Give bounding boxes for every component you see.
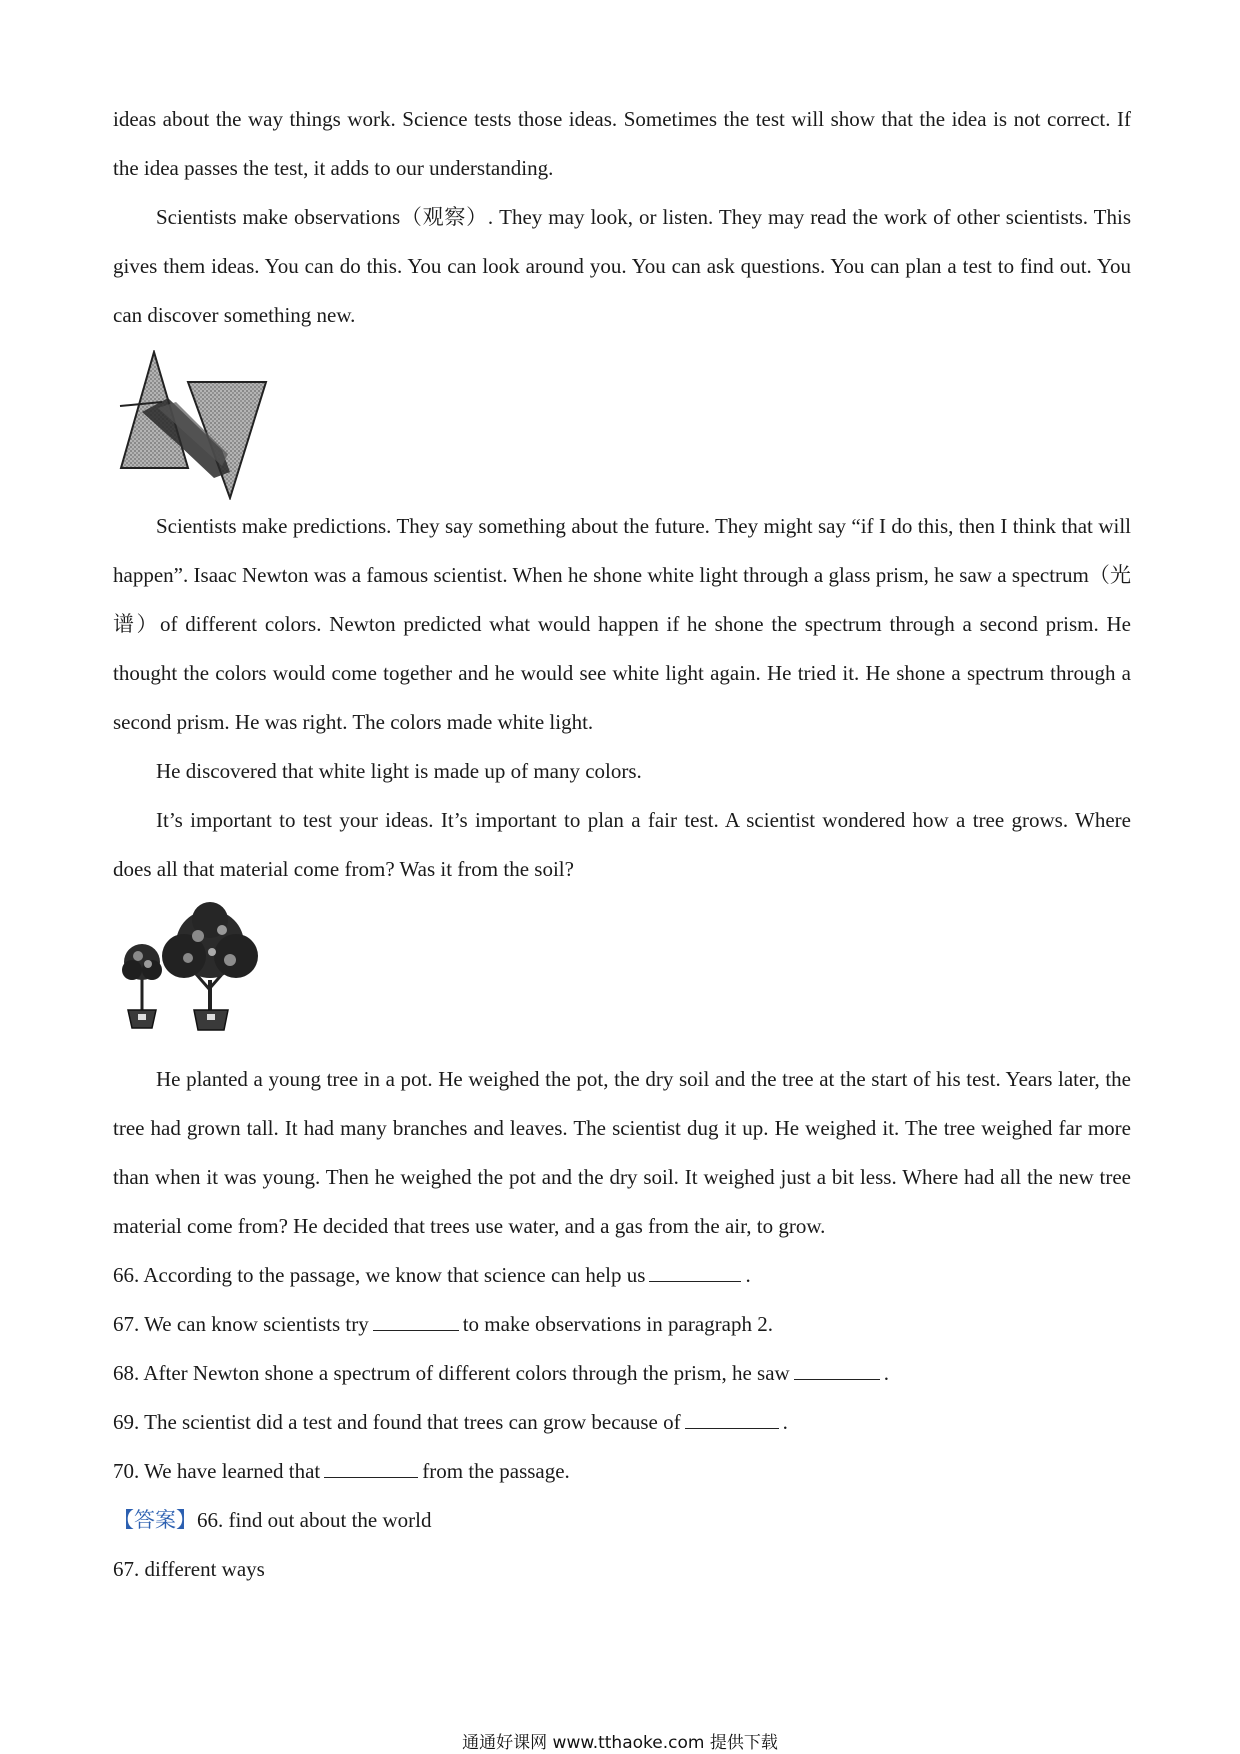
prism-illustration (118, 350, 270, 500)
trees-in-pots-illustration (118, 900, 268, 1034)
paragraph-2: Scientists make observations（观察）. They may look, or listen. They may read the work of other scientists. This gives them ideas. You can do this. You can look around you. You can ask questions. You can plan a test to find out. You can discover something new. (113, 205, 1131, 327)
question-66 (113, 1251, 1131, 1300)
question-text: . (745, 1263, 751, 1287)
paragraph-3: Scientists make predictions. They say something about the future. They might say “if I do this, then I think that will happen”. Isaac Newton was a famous scientist. When he shone white light through a glass prism, he saw a spectrum（光谱）of different colors. Newton predicted what would happen if he shone the spectrum through a second prism. He thought the colors would come together and he would see white light again. He tried it. He shone a spectrum through a second prism. He was right. The colors made white light. (113, 514, 1131, 734)
answer-66 (113, 1496, 1131, 1545)
paragraph-5: It’s important to test your ideas. It’s important to plan a fair test. A scientist wondered how a tree grows. Where does all that material come from? Was it from the soil? (113, 808, 1131, 881)
answer-text: 66. find out about the world (197, 1508, 432, 1532)
answer-67 (113, 1545, 1131, 1594)
passage-top (113, 95, 1131, 340)
answer-blank[interactable] (649, 1263, 741, 1282)
paragraph-1: ideas about the way things work. Science tests those ideas. Sometimes the test will show that the idea is not correct. If the idea passes the test, it adds to our understanding. (113, 107, 1131, 180)
question-69 (113, 1398, 1131, 1447)
question-text: . (883, 1361, 889, 1385)
question-text: . (782, 1410, 788, 1434)
question-text: 70. We have learned that (113, 1459, 321, 1483)
paragraph-4: He discovered that white light is made up of many colors. (156, 759, 642, 783)
question-text: 69. The scientist did a test and found that trees can grow because of (113, 1410, 681, 1434)
question-text: 67. We can know scientists try (113, 1312, 369, 1336)
question-68 (113, 1349, 1131, 1398)
question-text: 68. After Newton shone a spectrum of different colors through the prism, he saw (113, 1361, 790, 1385)
answer-text: 67. different ways (113, 1557, 265, 1581)
answer-blank[interactable] (324, 1459, 418, 1478)
question-text: to make observations in paragraph 2. (462, 1312, 773, 1336)
passage-middle (113, 502, 1131, 894)
answer-blank[interactable] (685, 1410, 779, 1429)
questions-section (113, 1251, 1131, 1594)
question-text: 66. According to the passage, we know that science can help us (113, 1263, 646, 1287)
paragraph-6: He planted a young tree in a pot. He weighed the pot, the dry soil and the tree at the start of his test. Years later, the tree had grown tall. It had many branches and leaves. The scientist dug it up. He weighed it. The tree weighed far more than when it was young. Then he weighed the pot and the dry soil. It weighed just a bit less. Where had all the new tree material come from? He decided that trees use water, and a gas from the air, to grow. (113, 1067, 1131, 1238)
answer-tag: 【答案】 (113, 1508, 197, 1532)
page-footer: 通通好课网 www.tthaoke.com 提供下载 (462, 1733, 778, 1753)
question-text: from the passage. (422, 1459, 570, 1483)
passage-bottom (113, 1055, 1131, 1251)
question-67 (113, 1300, 1131, 1349)
answer-blank[interactable] (794, 1361, 880, 1380)
question-70 (113, 1447, 1131, 1496)
answer-blank[interactable] (373, 1312, 459, 1331)
